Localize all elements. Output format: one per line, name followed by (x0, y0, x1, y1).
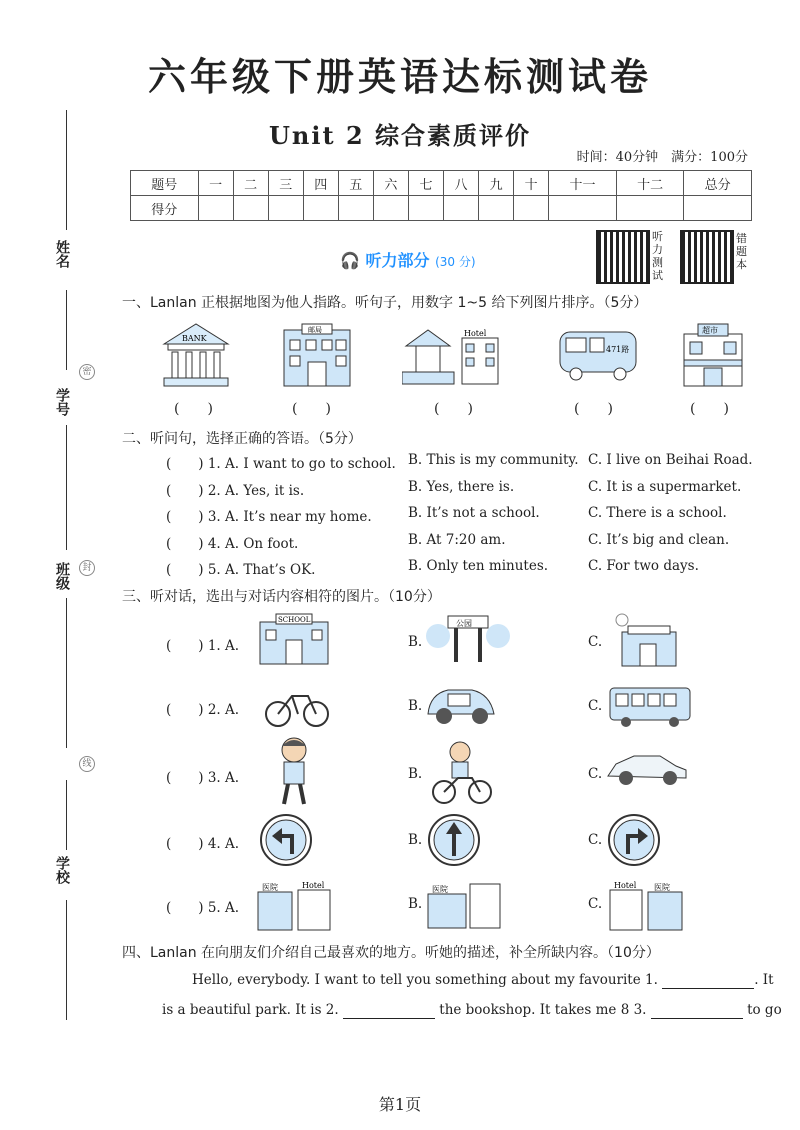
park-gate-icon (426, 612, 510, 668)
bus-icon (556, 326, 640, 384)
listening-heading: 🎧 听力部分 (30 分) (340, 251, 476, 270)
answer-option: C. There is a school. (588, 505, 727, 521)
question-item[interactable]: ( ) 2. A. (166, 702, 240, 718)
passage-line-2: is a beautiful park. It is 2. the bookshop. It takes me 8 3. to go (162, 1002, 782, 1018)
page-title: 六年级下册英语达标测试卷 (147, 55, 652, 99)
school-label: SCHOOL (278, 616, 311, 624)
hospital-hotel-icon (254, 880, 334, 932)
score-header-cell: 六 (373, 171, 408, 196)
margin-circle: 线 (79, 756, 95, 772)
margin-class-label: 班级 (54, 562, 70, 590)
turn-left-sign-icon (258, 812, 314, 868)
score-header-cell: 二 (233, 171, 268, 196)
question-item[interactable]: ( ) 3. A. (166, 770, 240, 786)
score-cell[interactable] (549, 196, 617, 221)
qr-label-listening: 听力测试 (652, 230, 663, 282)
margin-circle: 封 (79, 560, 95, 576)
score-cell[interactable] (479, 196, 514, 221)
score-cell[interactable] (684, 196, 752, 221)
qr-code-mistakes[interactable] (680, 230, 734, 284)
qr-label-mistakes: 错题本 (736, 232, 747, 271)
answer-blank-1[interactable]: ( ) (174, 401, 213, 417)
option-label: B. (408, 896, 423, 912)
answer-option: C. I live on Beihai Road. (588, 452, 753, 468)
supermarket-label: 超市 (702, 326, 718, 335)
margin-line (66, 900, 67, 1020)
hospital-shop-icon (426, 880, 502, 930)
option-label: C. (588, 634, 603, 650)
bank-icon (160, 322, 232, 388)
option-label: C. (588, 896, 603, 912)
option-label: C. (588, 766, 603, 782)
supermarket-icon (680, 322, 746, 388)
answer-option: C. For two days. (588, 558, 699, 574)
option-label: B. (408, 698, 423, 714)
option-label: B. (408, 766, 423, 782)
margin-line (66, 425, 67, 550)
bus-route-label: 471路 (606, 345, 630, 354)
bank-label: BANK (182, 334, 207, 343)
hospital-label: 医院 (432, 885, 448, 894)
hotel-hospital-icon (606, 880, 686, 932)
park-label: 公园 (456, 619, 472, 628)
hotel-label: Hotel (464, 329, 487, 338)
hotel-label: Hotel (614, 881, 637, 890)
section3-heading: 三、听对话，选出与对话内容相符的图片。（10分） (122, 589, 441, 605)
park-hotel-icon (402, 326, 502, 388)
page-number: 第1页 (378, 1095, 422, 1114)
answer-option: C. It’s big and clean. (588, 531, 730, 548)
walking-boy-icon (274, 736, 314, 808)
answer-blank-5[interactable]: ( ) (690, 401, 729, 417)
answer-option: B. This is my community. (408, 452, 579, 468)
score-cell[interactable] (268, 196, 303, 221)
post-office-icon (280, 322, 354, 388)
option-label: B. (408, 832, 423, 848)
margin-line (66, 110, 67, 230)
section2-heading: 二、听问句，选择正确的答语。（5分） (122, 431, 362, 447)
section4-heading: 四、Lanlan 在向朋友们介绍自己最喜欢的地方。听她的描述，补全所缺内容。（10分） (122, 945, 660, 961)
exam-meta: 时间：40分钟 满分：100分 (576, 150, 748, 165)
school-icon (256, 612, 332, 666)
score-header-cell: 总分 (684, 171, 752, 196)
score-header-cell: 十二 (616, 171, 684, 196)
question-item[interactable]: ( ) 4. A. (166, 836, 240, 852)
bus-icon (608, 684, 692, 728)
score-cell[interactable] (514, 196, 549, 221)
score-header-cell: 一 (198, 171, 233, 196)
score-cell[interactable] (233, 196, 268, 221)
option-label: C. (588, 832, 603, 848)
score-cell[interactable] (373, 196, 408, 221)
question-item[interactable]: ( ) 1. A. I want to go to school. (166, 456, 396, 472)
margin-circle: 密 (79, 364, 95, 380)
page-subtitle: Unit 2 综合素质评价 (269, 121, 531, 150)
option-label: C. (588, 698, 603, 714)
answer-blank-4[interactable]: ( ) (574, 401, 613, 417)
score-cell[interactable] (303, 196, 338, 221)
score-header-cell: 十 (514, 171, 549, 196)
post-office-label: 邮局 (308, 326, 322, 334)
go-straight-sign-icon (426, 812, 482, 868)
question-item[interactable]: ( ) 4. A. On foot. (166, 535, 299, 552)
blank-2[interactable] (343, 1002, 435, 1019)
score-row-label: 得分 (131, 196, 199, 221)
option-label: B. (408, 634, 423, 650)
car-icon (424, 680, 498, 728)
answer-option: B. Only ten minutes. (408, 558, 549, 574)
margin-school-label: 学校 (54, 856, 70, 884)
boy-cycling-icon (432, 740, 492, 806)
section1-heading: 一、Lanlan 正根据地图为他人指路。听句子，用数字 1~5 给下列图片排序。（5分） (122, 295, 648, 311)
score-cell[interactable] (198, 196, 233, 221)
hotel-label: Hotel (302, 881, 325, 890)
question-item[interactable]: ( ) 5. A. (166, 900, 240, 916)
answer-blank-3[interactable]: ( ) (434, 401, 473, 417)
score-cell[interactable] (444, 196, 479, 221)
score-cell[interactable] (616, 196, 684, 221)
margin-line (66, 780, 67, 850)
score-header-cell: 三 (268, 171, 303, 196)
answer-blank-2[interactable]: ( ) (292, 401, 331, 417)
score-header-cell: 五 (338, 171, 373, 196)
score-row-values (131, 196, 752, 221)
passage-line-1: Hello, everybody. I want to tell you something about my favourite 1. . It (192, 972, 774, 988)
hospital-label: 医院 (262, 883, 278, 892)
margin-number-label: 学号 (54, 388, 70, 416)
qr-code-listening[interactable] (596, 230, 650, 284)
question-item[interactable]: ( ) 2. A. Yes, it is. (166, 482, 305, 499)
score-header-cell: 十一 (549, 171, 617, 196)
score-header-cell: 七 (408, 171, 443, 196)
turn-right-sign-icon (606, 812, 662, 868)
blank-3[interactable] (651, 1002, 743, 1019)
blank-1[interactable] (662, 972, 754, 989)
answer-option: B. Yes, there is. (408, 478, 515, 495)
answer-option: B. At 7:20 am. (408, 531, 506, 548)
margin-line (66, 598, 67, 748)
answer-option: B. It’s not a school. (408, 505, 540, 521)
score-cell[interactable] (408, 196, 443, 221)
score-header-cell: 八 (444, 171, 479, 196)
answer-option: C. It is a supermarket. (588, 478, 742, 495)
score-header-cell: 九 (479, 171, 514, 196)
sedan-icon (606, 748, 688, 788)
bicycle-icon (264, 682, 330, 728)
hospital-label: 医院 (654, 883, 670, 892)
score-table (130, 170, 752, 221)
question-item[interactable]: ( ) 3. A. It’s near my home. (166, 509, 372, 525)
margin-line (66, 290, 67, 370)
question-item[interactable]: ( ) 5. A. That’s OK. (166, 562, 316, 578)
score-row-header (131, 171, 752, 196)
score-header-cell: 四 (303, 171, 338, 196)
shop-icon (612, 612, 682, 668)
margin-name-label: 姓名 (54, 240, 70, 268)
score-header-cell: 题号 (131, 171, 199, 196)
question-item[interactable]: ( ) 1. A. (166, 638, 240, 654)
headphones-icon: 🎧 (340, 251, 360, 270)
score-cell[interactable] (338, 196, 373, 221)
